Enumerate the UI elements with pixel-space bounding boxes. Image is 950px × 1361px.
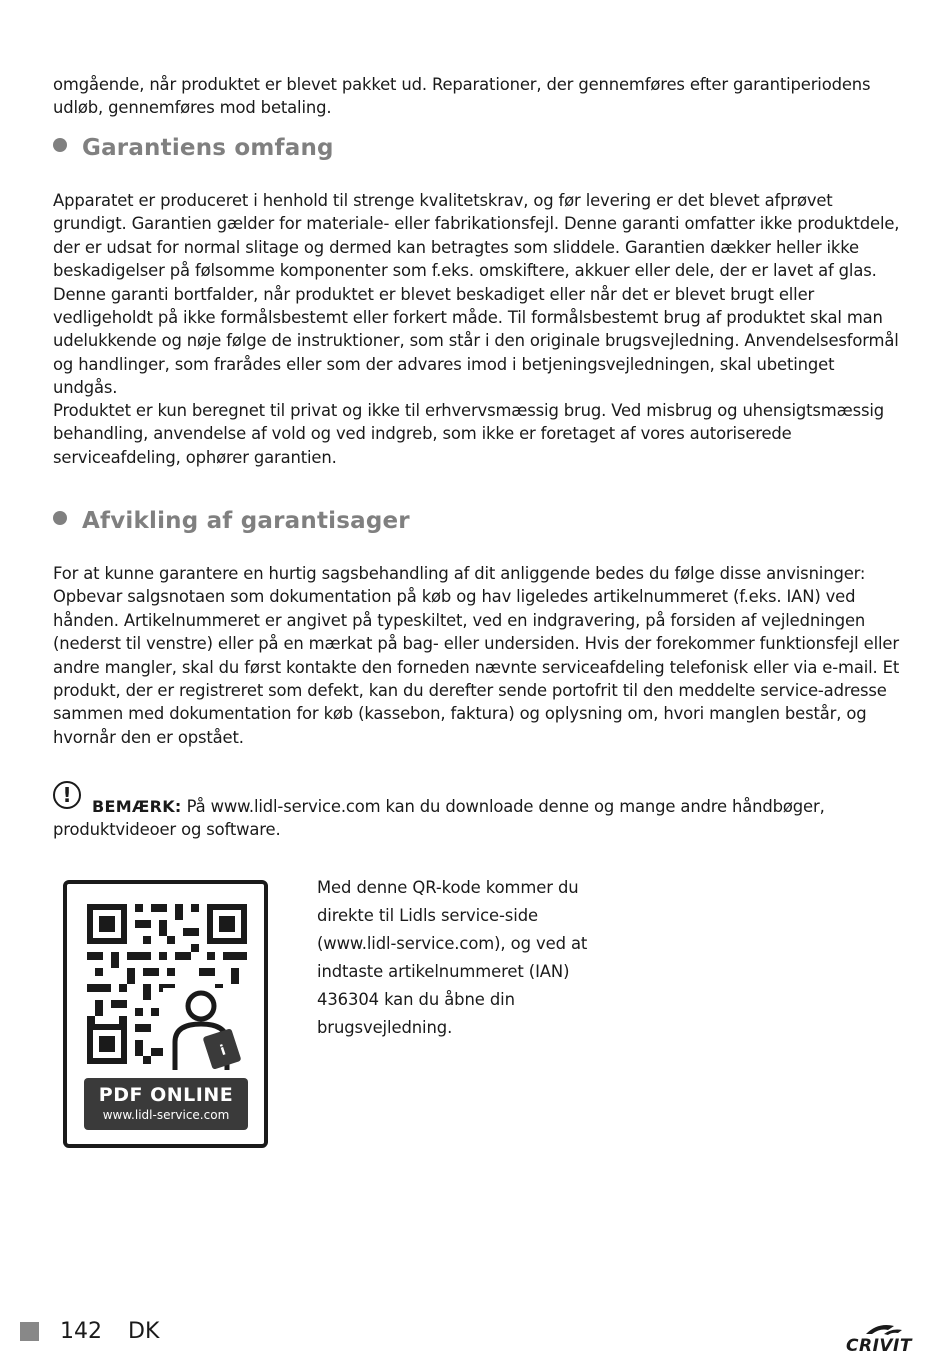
qr-code-icon: [85, 902, 247, 1072]
section-heading-garantiens-omfang: [53, 135, 334, 161]
page-number: 142: [60, 1319, 102, 1344]
footer-marker-icon: [20, 1322, 39, 1341]
section-heading-text: Afvikling af garantisager: [82, 508, 410, 534]
intro-paragraph: omgående, når produktet er blevet pakket ud. Reparationer, der gennemføres efter garantiperiodens udløb, gennemføres mod betaling.: [53, 75, 871, 118]
qr-description: Med denne QR-kode kommer du direkte til Lidls service-side (www.lidl-service.com), og ved at indtaste artikelnummeret (IAN) 436304 kan du åbne din brugsvejledning.: [317, 878, 588, 1037]
warranty-scope-paragraph: Apparatet er produceret i henhold til strenge kvalitetskrav, og før levering er det blevet afprøvet grundigt. Garantien gælder for materiale- eller fabrikationsfejl. Denne garanti omfatter ikke produktdele, der er udsat for normal slitage og dermed kan betragtes som sliddele. Garantien dækker heller ikke beskadigelser på følsomme komponenter som f.eks. omskiftere, akkuer eller dele, der er lavet af glas. Denne garanti bortfalder, når produktet er blevet beskadiget eller når det er blevet brugt eller vedligeholdt på ikke formålsbestemt eller forkert måde. Til formålsbestemt brug af produktet skal man udelukkende og nøje følge de instruktioner, som står i den originale brugsvejledning. Anvendelsesformål og handlinger, som frarådes eller som der advares imod i betjeningsvejledningen, skal ubetinget undgås.: [53, 191, 900, 398]
bullet-dot-icon: [53, 511, 67, 525]
warranty-process-paragraph: For at kunne garantere en hurtig sagsbehandling af dit anliggende bedes du følge disse anvisninger: Opbevar salgsnotaen som dokumentation på køb og hav ligeledes artikelnummeret (f.eks. IAN) ved hånden. Artikelnummeret er angivet på typeskiltet, ved en indgravering, på forsiden af vejledningen (nederst til venstre) eller på en mærkat på bag- eller undersiden. Hvis der forekommer funktionsfejl eller andre mangler, skal du først kontakte den forneden nævnte serviceafdeling telefonisk eller via e-mail. Et produkt, der er registreret som defekt, kan du derefter sende portofrit til den meddelte service-adresse sammen med dokumentation for køb (kassebon, faktura) og oplysning om, hvori manglen består, og hvornår den er opstået.: [53, 564, 900, 747]
qr-code-card: [63, 880, 268, 1148]
section-heading-text: Garantiens omfang: [82, 135, 334, 161]
pdf-online-title: PDF ONLINE: [98, 1084, 234, 1106]
svg-text:i: i: [218, 1042, 228, 1060]
note-label: BEMÆRK:: [92, 797, 182, 816]
note-text: På www.lidl-service.com kan du downloade denne og mange andre håndbøger,: [181, 797, 825, 816]
exclamation-icon: !: [53, 781, 81, 809]
brand-name: CRIVIT: [846, 1336, 912, 1356]
language-code: DK: [128, 1319, 160, 1344]
crivit-swoosh-icon: [864, 1322, 904, 1336]
note-line-continued: produktvideoer og software.: [53, 820, 281, 839]
pdf-online-label: [84, 1078, 248, 1130]
bullet-dot-icon: [53, 138, 67, 152]
note-line: [92, 795, 825, 818]
crivit-logo: [846, 1322, 916, 1356]
private-use-paragraph: Produktet er kun beregnet til privat og ikke til erhvervsmæssig brug. Ved misbrug og uhensigtsmæssig behandling, anvendelse af vold og ved indgreb, som ikke er foretaget af vores autoriserede serviceafdeling, ophører garantien.: [53, 401, 885, 467]
pdf-online-url: www.lidl-service.com: [102, 1108, 230, 1122]
section-heading-afvikling: [53, 508, 410, 534]
